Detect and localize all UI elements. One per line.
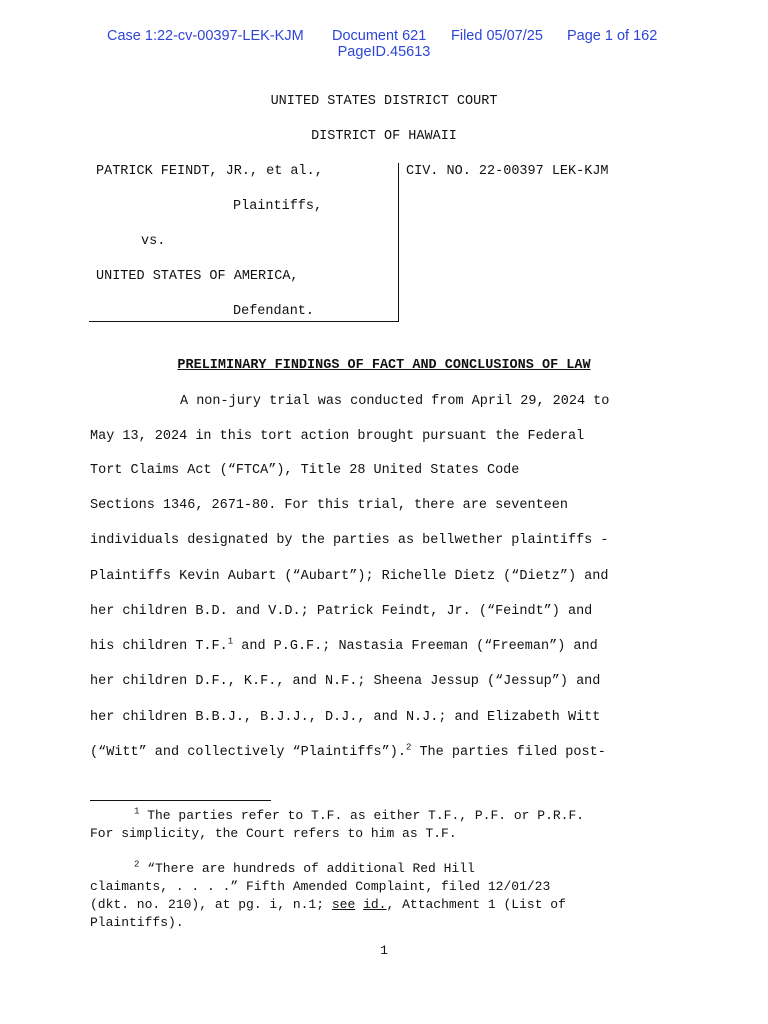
caption-plaintiff: PATRICK FEINDT, JR., et al., [96, 164, 323, 179]
body-line: Plaintiffs Kevin Aubart (“Aubart”); Richelle Dietz (“Dietz”) and [90, 569, 609, 584]
footnote-2-line: Plaintiffs). [90, 915, 184, 930]
footnote-ref-1[interactable]: 1 [227, 636, 234, 647]
caption-vertical-rule [398, 163, 399, 322]
citation-id: id. [363, 897, 387, 912]
filed-date-stamp: Filed 05/07/25 [451, 28, 543, 44]
body-text: and P.G.F.; Nastasia Freeman (“Freeman”) and [233, 639, 598, 654]
body-text: The parties filed post- [411, 745, 606, 760]
page-number: 1 [380, 943, 388, 958]
body-line: May 13, 2024 in this tort action brought pursuant the Federal [90, 429, 585, 444]
footnote-separator [90, 800, 271, 801]
body-text: (“Witt” and collectively “Plaintiffs”). [90, 745, 406, 760]
page-count-stamp: Page 1 of 162 [567, 28, 658, 44]
citation-see: see [331, 897, 356, 912]
court-district: DISTRICT OF HAWAII [311, 129, 457, 144]
footnote-2-mark: 2 [134, 859, 140, 870]
body-line: her children D.F., K.F., and N.F.; Sheena Jessup (“Jessup”) and [90, 674, 601, 689]
body-line: individuals designated by the parties as bellwether plaintiffs - [90, 533, 609, 548]
caption-civ-number: CIV. NO. 22-00397 LEK-KJM [406, 164, 609, 179]
footnote-text: , Attachment 1 (List of [386, 897, 566, 912]
footnote-text: The parties refer to T.F. as either T.F., P.F. or P.R.F. [139, 808, 585, 823]
caption-defendant: UNITED STATES OF AMERICA, [96, 269, 299, 284]
footnote-2-line [134, 861, 475, 876]
body-line: A non-jury trial was conducted from April 29, 2024 to [180, 394, 610, 409]
body-line: Sections 1346, 2671-80. For this trial, there are seventeen [90, 498, 568, 513]
pageid-stamp: PageID.45613 [337, 44, 431, 60]
body-text: his children T.F. [90, 639, 228, 654]
footnote-1-line: For simplicity, the Court refers to him as T.F. [90, 826, 457, 841]
footnote-ref-2[interactable]: 2 [405, 742, 412, 753]
body-line: her children B.B.J., B.J.J., D.J., and N.J.; and Elizabeth Witt [90, 710, 601, 725]
footnote-1-line [134, 808, 584, 823]
footnote-2-line [90, 897, 566, 912]
footnote-1-mark: 1 [134, 806, 140, 817]
document-title: PRELIMINARY FINDINGS OF FACT AND CONCLUSIONS OF LAW [177, 358, 591, 373]
caption-plaintiff-role: Plaintiffs, [233, 199, 323, 214]
caption-horizontal-rule [89, 321, 399, 322]
court-name: UNITED STATES DISTRICT COURT [270, 94, 498, 109]
footnote-text: “There are hundreds of additional Red Hill [139, 861, 475, 876]
body-line [90, 636, 598, 654]
footnote-text: (dkt. no. 210), at pg. i, n.1; [90, 897, 325, 912]
body-line: her children B.D. and V.D.; Patrick Feindt, Jr. (“Feindt”) and [90, 604, 593, 619]
caption-vs: vs. [141, 234, 166, 249]
caption-defendant-role: Defendant. [233, 304, 315, 319]
body-line: Tort Claims Act (“FTCA”), Title 28 United States Code [90, 463, 520, 478]
document-number-stamp: Document 621 [332, 28, 427, 44]
body-line [90, 742, 606, 760]
footnote-2-line: claimants, . . . .” Fifth Amended Complaint, filed 12/01/23 [90, 879, 551, 894]
case-number-stamp: Case 1:22-cv-00397-LEK-KJM [107, 28, 304, 44]
